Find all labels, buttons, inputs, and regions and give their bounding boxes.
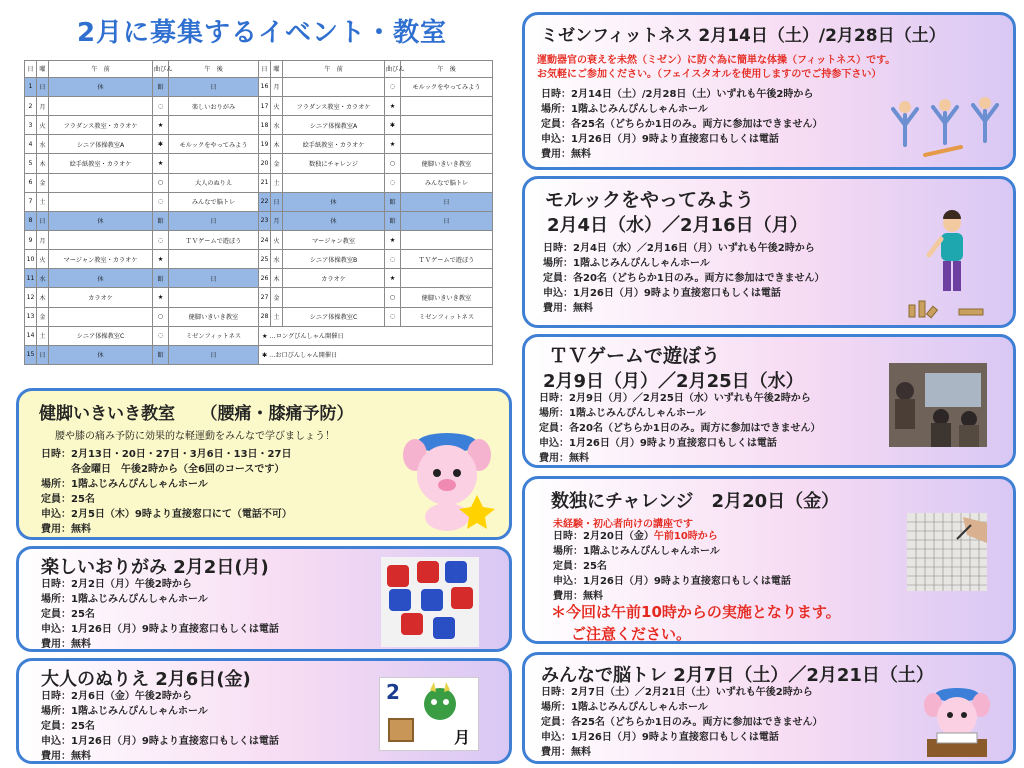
legend-kuchi: ✱ …お口びんしゃん開催日 [259,345,493,364]
table-cell: 12 [25,288,37,307]
table-row [25,192,493,211]
table-cell: 楽しいおりがみ [169,97,259,116]
card-title: 楽しいおりがみ 2月2日(月) [41,557,269,578]
card-details: 日時：2月4日（水）／2月16日（月）いずれも午後2時から 場所：1階ふじみんぴんしゃんホール 定員：各20名（どちらか1日のみ。両方に参加はできません） 申込：1月26日（月）9時より直接窓口もしくは電話 費用：無料 [543,243,825,314]
table-cell: ◌ [153,326,169,345]
table-cell: 日 [169,77,259,96]
table-cell: 月 [37,97,49,116]
table-cell [401,135,493,154]
table-cell: 木 [37,154,49,173]
table-cell: 土 [271,307,283,326]
calendar-month: 月 [453,728,470,747]
notice-line-1: ＊今回は午前10時からの実施となります。 [551,603,841,621]
table-header: 日 [259,61,271,78]
table-cell: 11 [25,269,37,288]
table-cell: 19 [259,135,271,154]
table-cell: ★ [385,231,401,250]
table-cell: 24 [259,231,271,250]
table-cell: 25 [259,250,271,269]
table-cell: ✱ [153,135,169,154]
table-cell: 日 [271,192,283,211]
table-cell: 2 [25,97,37,116]
card-title: みんなで脳トレ 2月7日（土）／2月21日（土） [541,665,934,686]
table-cell: 20 [259,154,271,173]
table-cell: 休 [49,269,153,288]
table-row [25,345,493,364]
table-cell: ◌ [385,173,401,192]
card-subtitle: 2月9日（月）／2月25日（水） [543,371,804,392]
table-cell: 9 [25,231,37,250]
table-cell: シニア体操教室C [283,307,385,326]
table-cell [49,231,153,250]
table-cell [169,116,259,135]
table-cell: 絵手紙教室・カラオケ [283,135,385,154]
table-cell: ★ [153,154,169,173]
table-cell: 日 [37,345,49,364]
table-cell: ○ [385,288,401,307]
table-cell: 日 [37,211,49,230]
table-cell: 3 [25,116,37,135]
table-cell: 27 [259,288,271,307]
table-cell: 大人のぬりえ [169,173,259,192]
table-cell: 木 [37,288,49,307]
table-cell: ミゼンフィットネス [169,326,259,345]
table-cell [283,288,385,307]
table-cell: 13 [25,307,37,326]
card-details: 日時：2月13日・20日・27日・3月6日・13日・27日 各金曜日 午後2時から（全6回のコースです） 場所：1階ふじみんぴんしゃんホール 定員：25名 申込：2月5日（木）9時より直接窓口にて（電話不可） 費用：無料 [41,449,292,535]
table-cell: ◌ [385,250,401,269]
table-cell: 館 [153,345,169,364]
table-header: 午 後 [169,61,259,78]
table-cell [49,192,153,211]
table-cell [169,250,259,269]
table-cell: 火 [271,231,283,250]
table-cell: ◌ [385,77,401,96]
card-origami [16,546,512,652]
table-cell: ★ [385,97,401,116]
table-cell: フラダンス教室・カラオケ [283,97,385,116]
table-cell [49,97,153,116]
table-row [25,211,493,230]
table-cell: ✱ [385,116,401,135]
table-cell: ○ [153,307,169,326]
card-description: 運動器官の衰えを未然（ミゼン）に防ぐ為に簡単な体操（フィットネス）です。 [537,55,896,66]
table-cell: ＴＶゲームで遊ぼう [401,250,493,269]
table-row [25,77,493,96]
table-header: 曜 [37,61,49,78]
table-cell: マージャン教室・カラオケ [49,250,153,269]
table-cell: 23 [259,211,271,230]
table-cell: 館 [153,77,169,96]
origami-photo [381,557,479,647]
table-cell: ◌ [385,307,401,326]
tvgame-photo [889,363,987,447]
table-row [25,250,493,269]
card-title: 大人のぬりえ 2月6日(金) [41,669,251,690]
table-row [25,135,493,154]
table-header: 午 前 [49,61,153,78]
card-description: 腰や膝の痛み予防に効果的な軽運動をみんなで学びましょう！ [55,431,335,442]
table-cell: ★ [153,288,169,307]
table-cell [401,97,493,116]
table-row [25,231,493,250]
table-cell: 14 [25,326,37,345]
table-cell: 6 [25,173,37,192]
table-cell: 木 [271,135,283,154]
table-header: 曲びん [385,61,401,78]
table-cell: 26 [259,269,271,288]
schedule-table [24,60,493,365]
legend-long: ★ …ロングびんしゃん開催日 [259,326,493,345]
calendar-illustration [379,677,479,751]
table-row [25,97,493,116]
card-details: 日時：2月7日（土）／2月21日（土）いずれも午後2時から 場所：1階ふじみんぴんしゃんホール 定員：各25名（どちらか1日のみ。両方に参加はできません） 申込：1月26日（月）9時より直接窓口もしくは電話 費用：無料 [541,687,823,758]
card-subtitle: 未経験・初心者向けの講座です [553,519,693,530]
molkky-player-icon [897,209,997,319]
table-cell [49,173,153,192]
table-cell: シニア体操教室A [49,135,153,154]
table-cell: 土 [271,173,283,192]
table-cell: 28 [259,307,271,326]
table-cell: 金 [271,288,283,307]
table-cell [401,116,493,135]
table-cell: 水 [271,116,283,135]
card-details: 日時：2月14日（土）/2月28日（土）いずれも午後2時から 場所：1階ふじみんぴんしゃんホール 定員：各25名（どちらか1日のみ。両方に参加はできません） 申込：1月26日（月）9時より直接窓口もしくは電話 費用：無料 [541,89,823,160]
table-row [25,307,493,326]
table-cell: 水 [37,135,49,154]
table-header: 日 [25,61,37,78]
table-cell: 18 [259,116,271,135]
card-molkky [522,176,1016,328]
table-cell: 日 [169,211,259,230]
table-cell: フラダンス教室・カラオケ [49,116,153,135]
table-cell: 火 [37,116,49,135]
card-subtitle: 2月4日（水）／2月16日（月） [547,215,808,236]
table-cell: 健脚いきいき教室 [401,154,493,173]
table-cell: 4 [25,135,37,154]
table-cell: 土 [37,192,49,211]
card-details: 日時：2月20日（金）午前10時から 場所：1階ふじみんぴんしゃんホール 定員：25名 申込：1月26日（月）9時より直接窓口もしくは電話 費用：無料 [553,531,791,602]
table-cell: シニア体操教室A [283,116,385,135]
table-cell: シニア体操教室B [283,250,385,269]
table-cell: 1 [25,77,37,96]
table-cell: 日 [401,211,493,230]
table-cell [169,288,259,307]
table-cell: 土 [37,326,49,345]
table-cell: ミゼンフィットネス [401,307,493,326]
table-cell: ＴＶゲームで遊ぼう [169,231,259,250]
table-cell: 金 [271,154,283,173]
table-cell: 休 [283,192,385,211]
table-cell [401,269,493,288]
table-cell: 月 [37,231,49,250]
table-cell: マージャン教室 [283,231,385,250]
page-title: 2月に募集するイベント・教室 [76,18,448,48]
table-header: 曲びん [153,61,169,78]
table-cell: 館 [385,211,401,230]
table-cell: 日 [169,269,259,288]
table-cell: 8 [25,211,37,230]
table-cell: 10 [25,250,37,269]
card-tvgame [522,334,1016,468]
table-cell: モルックをやってみよう [401,77,493,96]
oni-icon [420,682,460,722]
table-header: 午 前 [283,61,385,78]
calendar-number: 2 [386,680,400,704]
card-description-2: お気軽にご参加ください。（フェイスタオルを使用しますのでご持参下さい） [537,69,882,80]
table-cell [169,154,259,173]
table-cell: ★ [385,269,401,288]
card-fitness [522,12,1016,170]
table-cell: 絵手紙教室・カラオケ [49,154,153,173]
card-kenkyaku [16,388,512,540]
table-cell: ◌ [153,231,169,250]
table-cell: 館 [153,269,169,288]
card-nurie [16,658,512,764]
table-cell: 金 [37,173,49,192]
table-cell: 5 [25,154,37,173]
bean-box-icon [388,718,414,742]
table-cell: 7 [25,192,37,211]
table-cell: カラオケ [283,269,385,288]
table-header-row [25,61,493,78]
table-cell: ◌ [153,97,169,116]
card-details: 日時：2月2日（月）午後2時から 場所：1階ふじみんぴんしゃんホール 定員：25名 申込：1月26日（月）9時より直接窓口もしくは電話 費用：無料 [41,579,279,650]
table-cell: 月 [271,211,283,230]
table-cell: 休 [49,77,153,96]
table-cell: ★ [153,116,169,135]
table-cell [49,307,153,326]
table-cell: ★ [385,135,401,154]
notice-line-2: ご注意ください。 [571,625,692,643]
table-cell: 21 [259,173,271,192]
table-cell: シニア体操教室C [49,326,153,345]
table-cell: みんなで脳トレ [169,192,259,211]
table-cell: 22 [259,192,271,211]
table-cell: 日 [401,192,493,211]
table-row [25,288,493,307]
exercise-people-icon [885,85,1005,165]
table-cell [283,173,385,192]
table-cell: 水 [271,250,283,269]
card-details: 日時：2月9日（月）／2月25日（水）いずれも午後2時から 場所：1階ふじみんぴんしゃんホール 定員：各20名（どちらか1日のみ。両方に参加はできません） 申込：1月26日（月）9時より直接窓口もしくは電話 費用：無料 [539,393,821,464]
table-cell: 火 [271,97,283,116]
table-cell: 館 [385,192,401,211]
card-noutore [522,652,1016,764]
table-row [25,269,493,288]
card-title: ミゼンフィットネス 2月14日（土）/2月28日（土） [541,26,946,46]
table-cell: 水 [37,269,49,288]
table-cell: みんなで脳トレ [401,173,493,192]
table-row [25,154,493,173]
table-row [25,173,493,192]
table-cell: モルックをやってみよう [169,135,259,154]
sudoku-photo [907,513,987,591]
table-cell: ★ [153,250,169,269]
card-sudoku [522,476,1016,644]
table-cell: 健脚いきいき教室 [169,307,259,326]
table-cell: 金 [37,307,49,326]
table-cell: ◌ [153,192,169,211]
table-cell: 火 [37,250,49,269]
card-details: 日時：2月6日（金）午後2時から 場所：1階ふじみんぴんしゃんホール 定員：25名 申込：1月26日（月）9時より直接窓口もしくは電話 費用：無料 [41,691,279,762]
table-row [25,326,493,345]
table-cell: 日 [169,345,259,364]
table-cell: 月 [271,77,283,96]
table-row [25,116,493,135]
table-cell: 数独にチャレンジ [283,154,385,173]
table-cell: 15 [25,345,37,364]
table-cell: 休 [49,345,153,364]
table-cell: 17 [259,97,271,116]
mascot-icon [397,425,497,535]
card-title: モルックをやってみよう [545,189,755,211]
table-cell: ○ [153,173,169,192]
table-cell: 休 [49,211,153,230]
table-cell: 16 [259,77,271,96]
card-title: 数独にチャレンジ 2月20日（金） [551,491,840,512]
card-title: 健脚いきいき教室 （腰痛・膝痛予防） [39,404,354,424]
table-header: 曜 [271,61,283,78]
table-cell [283,77,385,96]
table-header: 午 後 [401,61,493,78]
table-cell: 館 [153,211,169,230]
table-cell: 木 [271,269,283,288]
table-cell: 休 [283,211,385,230]
table-cell: 健脚いきいき教室 [401,288,493,307]
mascot-reading-icon [917,685,997,761]
table-cell: ○ [385,154,401,173]
table-cell: 日 [37,77,49,96]
table-cell: カラオケ [49,288,153,307]
card-title: ＴＶゲームで遊ぼう [549,345,721,367]
table-cell [401,231,493,250]
